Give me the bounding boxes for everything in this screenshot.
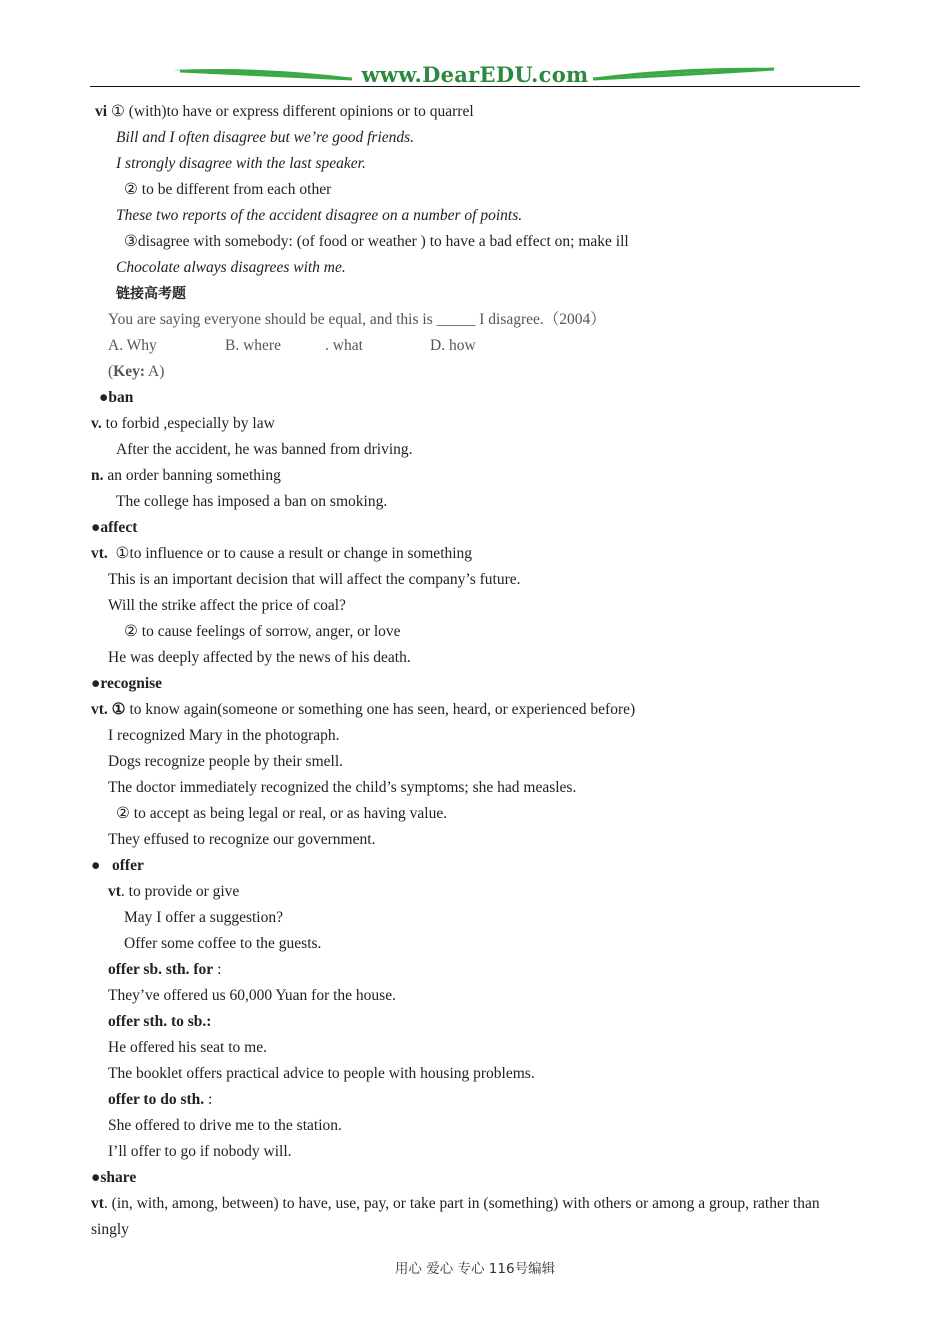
phrase-pattern: offer sth. to sb.: [108, 1013, 212, 1030]
ban-verb-sense [91, 411, 275, 437]
affect-sense-1 [91, 541, 472, 567]
exam-link-title: 链接高考题 [116, 286, 186, 302]
pos-label: v. [91, 415, 102, 432]
site-logo-text: www.DearEDU.com [361, 62, 589, 87]
key-label: Key: [113, 363, 146, 380]
example-sentence: He offered his seat to me. [108, 1039, 267, 1056]
example-sentence: The booklet offers practical advice to people with housing problems. [108, 1065, 535, 1082]
pos-label: vt. [91, 545, 108, 562]
sense-text: to forbid ,especially by law [105, 415, 275, 432]
share-sense [91, 1191, 861, 1243]
example-sentence: Will the strike affect the price of coal? [108, 597, 346, 614]
example-sentence: Offer some coffee to the guests. [124, 935, 322, 952]
recognise-sense-1 [91, 697, 635, 723]
headword-text: offer [112, 857, 144, 874]
disagree-sense-2: ② to be different from each other [124, 181, 332, 198]
option-c: . what [325, 337, 363, 354]
headword-affect: ●affect [91, 519, 138, 536]
sense-text: . (in, with, among, between) to have, use, pay, or take part in (something) with others or among a group, rather than singly [91, 1195, 820, 1238]
sense-text: an order banning something [107, 467, 281, 484]
sense-text: ①to influence or to cause a result or change in something [115, 545, 473, 562]
example-sentence: Dogs recognize people by their smell. [108, 753, 344, 770]
option-a: A. Why [108, 337, 157, 354]
headword-ban: ●ban [99, 389, 134, 406]
bullet: ● [91, 857, 101, 874]
pos-label: vt [91, 1195, 104, 1212]
phrase-pattern: offer to do sth. : [108, 1091, 213, 1108]
exam-question: You are saying everyone should be equal, and this is _____ I disagree.（2004） [108, 311, 606, 328]
pos-label: vt. [91, 701, 108, 718]
example-sentence: This is an important decision that will affect the company’s future. [108, 571, 521, 588]
sense-text: ① (with)to have or express different opinions or to quarrel [110, 103, 474, 120]
example-sentence: They effused to recognize our government. [108, 831, 376, 848]
sense-text: to know again(someone or something one has seen, heard, or experienced before) [125, 701, 636, 718]
header-rule [90, 86, 860, 87]
option-b: B. where [225, 337, 281, 354]
affect-sense-2: ② to cause feelings of sorrow, anger, or love [124, 623, 401, 640]
key-value: A) [145, 363, 165, 380]
disagree-sense-3: ③disagree with somebody: (of food or weather ) to have a bad effect on; make ill [124, 233, 629, 250]
example-sentence: Chocolate always disagrees with me. [116, 259, 346, 276]
pos-label: vi [95, 103, 108, 120]
example-sentence: After the accident, he was banned from driving. [116, 441, 413, 458]
disagree-sense-1 [95, 99, 474, 125]
example-sentence: They’ve offered us 60,000 Yuan for the house. [108, 987, 396, 1004]
pos-label: vt [108, 883, 121, 900]
sense-text: . to provide or give [120, 883, 240, 900]
page-footer: 用心 爱心 专心 116号编辑 [394, 1261, 556, 1277]
offer-sense [108, 879, 239, 905]
option-d: D. how [430, 337, 476, 354]
phrase-pattern: offer sb. sth. for : [108, 961, 222, 978]
example-sentence: I recognized Mary in the photograph. [108, 727, 340, 744]
answer-key: (Key: A) [108, 363, 165, 380]
example-sentence: Bill and I often disagree but we’re good friends. [116, 129, 415, 146]
headword-share: ●share [91, 1169, 137, 1186]
headword-offer [91, 853, 144, 879]
example-sentence: The college has imposed a ban on smoking. [116, 493, 388, 510]
pos-label: n. [91, 467, 104, 484]
exam-options [108, 333, 476, 359]
example-sentence: I’ll offer to go if nobody will. [108, 1143, 292, 1160]
example-sentence: These two reports of the accident disagree on a number of points. [116, 207, 523, 224]
ban-noun-sense [91, 463, 281, 489]
example-sentence: She offered to drive me to the station. [108, 1117, 342, 1134]
recognise-sense-2: ② to accept as being legal or real, or as having value. [116, 805, 448, 822]
example-sentence: He was deeply affected by the news of his death. [108, 649, 411, 666]
example-sentence: I strongly disagree with the last speaker. [116, 155, 366, 172]
sense-number: ① [111, 701, 126, 718]
example-sentence: The doctor immediately recognized the child’s symptoms; she had measles. [108, 779, 577, 796]
headword-recognise: ●recognise [91, 675, 163, 692]
example-sentence: May I offer a suggestion? [124, 909, 283, 926]
